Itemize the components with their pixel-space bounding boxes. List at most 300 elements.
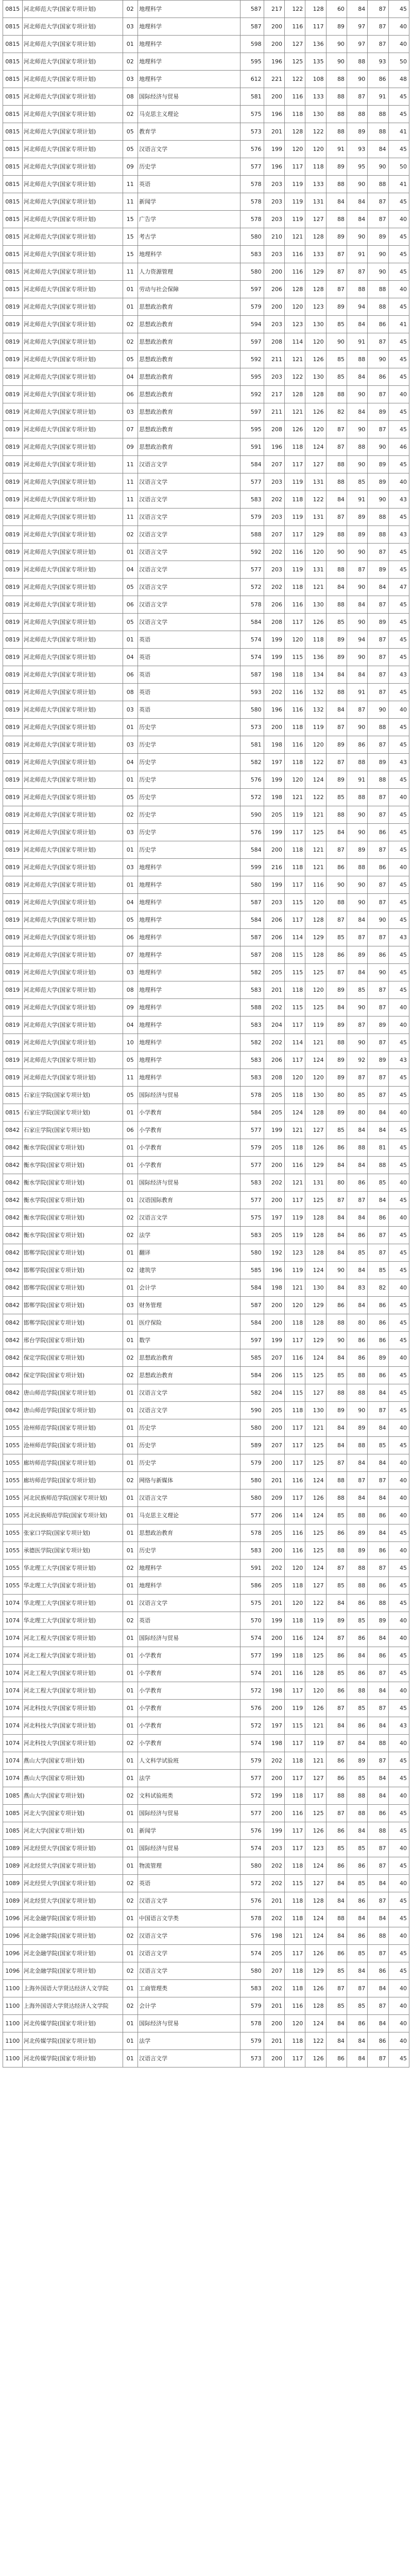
major-name-cell: 地理科学 (138, 246, 241, 263)
score-cell: 124 (305, 2015, 326, 2032)
score-cell: 40 (388, 2015, 409, 2032)
school-code-cell: 0819 (3, 614, 23, 631)
school-name-cell: 河北师范大学(国家专项计划) (22, 263, 123, 281)
major-group-cell: 01 (123, 1805, 138, 1822)
score-cell: 117 (285, 911, 305, 929)
score-cell: 84 (347, 211, 367, 228)
score-cell: 90 (326, 1262, 347, 1279)
school-name-cell: 沧州师范学院(国家专项计划) (22, 1419, 123, 1437)
score-cell: 121 (305, 1752, 326, 1770)
score-cell: 127 (305, 1384, 326, 1402)
school-code-cell: 1055 (3, 1472, 23, 1489)
score-cell: 202 (264, 1034, 284, 1052)
score-cell: 86 (347, 1332, 367, 1349)
score-cell: 202 (264, 1560, 284, 1577)
table-row (3, 1770, 409, 1787)
score-cell: 592 (241, 386, 264, 403)
score-cell: 86 (368, 1577, 388, 1595)
score-cell: 202 (264, 1752, 284, 1770)
major-group-cell: 02 (123, 806, 138, 824)
major-name-cell: 地理科学 (138, 1034, 241, 1052)
major-name-cell: 汉语言文学 (138, 1384, 241, 1402)
score-cell: 211 (264, 351, 284, 368)
school-name-cell: 河北经贸大学(国家专项计划) (22, 1857, 123, 1875)
school-code-cell: 1074 (3, 1665, 23, 1682)
table-row (3, 438, 409, 456)
score-cell: 125 (305, 1367, 326, 1384)
school-code-cell: 1055 (3, 1489, 23, 1507)
school-code-cell: 0819 (3, 859, 23, 876)
school-name-cell: 河北师范大学(国家专项计划) (22, 999, 123, 1016)
school-code-cell: 1055 (3, 1542, 23, 1560)
score-cell: 45 (388, 1262, 409, 1279)
score-cell: 60 (326, 1, 347, 18)
score-cell: 570 (241, 1612, 264, 1630)
major-name-cell: 马克思主义理论 (138, 106, 241, 123)
school-name-cell: 河北师范大学(国家专项计划) (22, 316, 123, 333)
score-cell: 87 (368, 1034, 388, 1052)
score-cell: 119 (285, 1262, 305, 1279)
score-cell: 117 (285, 1770, 305, 1787)
score-cell: 577 (241, 1647, 264, 1665)
score-cell: 217 (264, 386, 284, 403)
score-cell: 88 (326, 894, 347, 911)
school-name-cell: 河北科技大学(国家专项计划) (22, 1735, 123, 1752)
score-cell: 45 (388, 1122, 409, 1139)
score-cell: 86 (326, 1647, 347, 1665)
score-cell: 45 (388, 981, 409, 999)
score-cell: 89 (368, 456, 388, 473)
score-cell: 80 (326, 1174, 347, 1192)
major-name-cell: 汉语言文学 (138, 491, 241, 509)
major-name-cell: 地理科学 (138, 964, 241, 981)
score-cell: 120 (285, 1595, 305, 1612)
score-cell: 88 (347, 1384, 367, 1402)
score-cell: 201 (264, 981, 284, 999)
major-name-cell: 历史学 (138, 789, 241, 806)
school-name-cell: 河北师范大学(国家专项计划) (22, 421, 123, 438)
score-cell: 203 (264, 246, 284, 263)
score-cell: 579 (241, 1997, 264, 2015)
score-cell: 45 (388, 684, 409, 701)
score-cell: 90 (347, 1402, 367, 1419)
score-cell: 200 (264, 1454, 284, 1472)
school-code-cell: 0819 (3, 999, 23, 1016)
school-name-cell: 河北师范大学(国家专项计划) (22, 894, 123, 911)
major-name-cell: 历史学 (138, 158, 241, 176)
school-name-cell: 河北师范大学(国家专项计划) (22, 719, 123, 736)
score-cell: 84 (326, 1717, 347, 1735)
score-cell: 131 (305, 473, 326, 491)
school-code-cell: 0819 (3, 719, 23, 736)
major-name-cell: 地理科学 (138, 946, 241, 964)
score-cell: 87 (347, 1192, 367, 1209)
score-cell: 116 (285, 1997, 305, 2015)
table-row (3, 1367, 409, 1384)
major-group-cell: 01 (123, 2032, 138, 2050)
score-cell: 595 (241, 53, 264, 71)
score-cell: 115 (285, 649, 305, 666)
major-name-cell: 汉语言文学 (138, 526, 241, 544)
score-cell: 201 (264, 1665, 284, 1682)
table-row (3, 614, 409, 631)
score-cell: 84 (326, 1595, 347, 1612)
major-name-cell: 汉语言文学 (138, 579, 241, 596)
school-name-cell: 邯郸学院(国家专项计划) (22, 1279, 123, 1297)
score-cell: 581 (241, 88, 264, 106)
score-cell: 201 (264, 123, 284, 141)
score-cell: 117 (285, 1052, 305, 1069)
score-cell: 591 (241, 438, 264, 456)
score-cell: 86 (368, 1805, 388, 1822)
school-code-cell: 0819 (3, 438, 23, 456)
school-code-cell: 0815 (3, 193, 23, 211)
score-cell: 136 (305, 649, 326, 666)
score-cell: 128 (285, 386, 305, 403)
score-cell: 84 (326, 701, 347, 719)
school-code-cell: 0815 (3, 1087, 23, 1104)
score-cell: 88 (326, 1910, 347, 1927)
major-name-cell: 思想政治教育 (138, 438, 241, 456)
score-cell: 87 (368, 1700, 388, 1717)
table-row (3, 298, 409, 316)
major-group-cell: 05 (123, 141, 138, 158)
score-cell: 593 (241, 684, 264, 701)
score-cell: 90 (368, 701, 388, 719)
score-cell: 90 (347, 806, 367, 824)
score-cell: 579 (241, 298, 264, 316)
school-code-cell: 0819 (3, 981, 23, 999)
major-name-cell: 英语 (138, 684, 241, 701)
school-code-cell: 0815 (3, 1104, 23, 1122)
major-name-cell: 国际经济与贸易 (138, 1805, 241, 1822)
major-group-cell: 08 (123, 981, 138, 999)
major-group-cell: 05 (123, 1087, 138, 1104)
major-name-cell: 地理科学 (138, 53, 241, 71)
table-row (3, 1034, 409, 1052)
score-cell: 119 (305, 1016, 326, 1034)
major-name-cell: 思想政治教育 (138, 1524, 241, 1542)
school-name-cell: 河北师范大学(国家专项计划) (22, 176, 123, 193)
score-cell: 206 (264, 1507, 284, 1524)
score-cell: 45 (388, 403, 409, 421)
major-name-cell: 思想政治教育 (138, 316, 241, 333)
score-cell: 118 (285, 1577, 305, 1595)
score-cell: 200 (264, 298, 284, 316)
table-row (3, 1612, 409, 1630)
score-cell: 87 (326, 438, 347, 456)
score-cell: 45 (388, 824, 409, 841)
score-cell: 88 (368, 298, 388, 316)
score-cell: 197 (264, 1209, 284, 1227)
score-cell: 85 (326, 1367, 347, 1384)
score-cell: 40 (388, 1472, 409, 1489)
score-cell: 115 (285, 1367, 305, 1384)
score-cell: 84 (347, 964, 367, 981)
school-name-cell: 河北师范大学(国家专项计划) (22, 158, 123, 176)
score-cell: 90 (347, 824, 367, 841)
school-name-cell: 邢台学院(国家专项计划) (22, 1332, 123, 1349)
score-cell: 89 (347, 1524, 367, 1542)
school-code-cell: 0819 (3, 666, 23, 684)
score-cell: 87 (326, 1735, 347, 1752)
school-name-cell: 河北师范大学(国家专项计划) (22, 386, 123, 403)
school-code-cell: 0819 (3, 526, 23, 544)
major-name-cell: 汉语言文学 (138, 1489, 241, 1507)
score-cell: 124 (305, 1349, 326, 1367)
score-cell: 118 (285, 841, 305, 859)
major-group-cell: 09 (123, 999, 138, 1016)
major-group-cell: 11 (123, 491, 138, 509)
table-row (3, 1560, 409, 1577)
score-cell: 89 (326, 981, 347, 999)
school-name-cell: 河北科技大学(国家专项计划) (22, 1717, 123, 1735)
score-cell: 120 (305, 544, 326, 561)
score-cell: 120 (305, 1682, 326, 1700)
score-cell: 127 (305, 1770, 326, 1787)
score-cell: 572 (241, 579, 264, 596)
score-cell: 40 (388, 211, 409, 228)
score-cell: 118 (285, 1857, 305, 1875)
major-group-cell: 02 (123, 1262, 138, 1279)
major-name-cell: 汉语言文学 (138, 1962, 241, 1980)
major-group-cell: 02 (123, 333, 138, 351)
score-cell: 576 (241, 1822, 264, 1840)
school-code-cell: 1055 (3, 1560, 23, 1577)
school-name-cell: 河北师范大学(国家专项计划) (22, 614, 123, 631)
score-cell: 87 (368, 193, 388, 211)
score-cell: 206 (264, 929, 284, 946)
school-name-cell: 河北师范大学(国家专项计划) (22, 701, 123, 719)
major-group-cell: 05 (123, 351, 138, 368)
score-cell: 45 (388, 719, 409, 736)
school-code-cell: 1096 (3, 1927, 23, 1945)
score-cell: 578 (241, 2015, 264, 2032)
score-cell: 40 (388, 1612, 409, 1630)
score-cell: 45 (388, 1367, 409, 1384)
score-cell: 200 (264, 18, 284, 36)
score-cell: 45 (388, 368, 409, 386)
score-cell: 87 (368, 841, 388, 859)
score-cell: 583 (241, 1980, 264, 1997)
major-group-cell: 04 (123, 894, 138, 911)
score-cell: 202 (264, 1857, 284, 1875)
score-cell: 199 (264, 1647, 284, 1665)
score-cell: 45 (388, 1822, 409, 1840)
school-code-cell: 1096 (3, 1945, 23, 1962)
score-cell: 582 (241, 1034, 264, 1052)
score-cell: 118 (285, 754, 305, 771)
score-cell: 123 (305, 1840, 326, 1857)
major-name-cell: 思想政治教育 (138, 1349, 241, 1367)
score-cell: 45 (388, 2050, 409, 2067)
score-cell: 115 (285, 946, 305, 964)
score-cell: 86 (368, 2032, 388, 2050)
score-cell: 120 (305, 141, 326, 158)
score-cell: 578 (241, 1524, 264, 1542)
score-cell: 129 (305, 526, 326, 544)
major-group-cell: 03 (123, 1297, 138, 1314)
score-cell: 80 (347, 1314, 367, 1332)
score-cell: 93 (368, 53, 388, 71)
score-cell: 117 (285, 1840, 305, 1857)
table-row (3, 579, 409, 596)
school-name-cell: 衡水学院(国家专项计划) (22, 1209, 123, 1227)
major-group-cell: 02 (123, 316, 138, 333)
score-cell: 86 (347, 1227, 367, 1244)
score-cell: 118 (285, 666, 305, 684)
score-cell: 208 (264, 421, 284, 438)
score-cell: 119 (285, 1227, 305, 1244)
score-cell: 87 (326, 1630, 347, 1647)
score-cell: 87 (326, 1560, 347, 1577)
score-cell: 117 (285, 1735, 305, 1752)
score-cell: 94 (347, 298, 367, 316)
major-name-cell: 地理科学 (138, 71, 241, 88)
score-cell: 40 (388, 1787, 409, 1805)
score-cell: 85 (347, 1244, 367, 1262)
score-cell: 90 (347, 386, 367, 403)
score-cell: 45 (388, 1, 409, 18)
score-cell: 87 (368, 1892, 388, 1910)
school-code-cell: 1074 (3, 1735, 23, 1752)
school-code-cell: 1096 (3, 1962, 23, 1980)
school-name-cell: 石家庄学院(国家专项计划) (22, 1122, 123, 1139)
score-cell: 199 (264, 876, 284, 894)
score-cell: 84 (347, 2050, 367, 2067)
score-cell: 88 (368, 281, 388, 298)
table-row (3, 1, 409, 18)
major-group-cell: 15 (123, 246, 138, 263)
score-cell: 87 (368, 1, 388, 18)
score-cell: 87 (368, 1087, 388, 1104)
score-cell: 86 (347, 1665, 367, 1682)
score-cell: 45 (388, 1069, 409, 1087)
score-cell: 45 (388, 544, 409, 561)
table-row (3, 1157, 409, 1174)
score-cell: 122 (305, 1595, 326, 1612)
major-group-cell: 02 (123, 106, 138, 123)
table-row (3, 841, 409, 859)
score-cell: 204 (264, 1384, 284, 1402)
score-cell: 118 (285, 1787, 305, 1805)
score-cell: 88 (347, 53, 367, 71)
score-cell: 128 (305, 281, 326, 298)
score-cell: 579 (241, 1752, 264, 1770)
score-cell: 202 (264, 544, 284, 561)
score-cell: 87 (368, 421, 388, 438)
score-cell: 576 (241, 771, 264, 789)
school-name-cell: 河北师范大学(国家专项计划) (22, 473, 123, 491)
score-cell: 87 (347, 263, 367, 281)
table-row (3, 1016, 409, 1034)
major-group-cell: 01 (123, 1139, 138, 1157)
score-cell: 578 (241, 176, 264, 193)
major-group-cell: 02 (123, 1787, 138, 1805)
score-cell: 91 (347, 246, 367, 263)
score-cell: 45 (388, 1314, 409, 1332)
score-cell: 87 (326, 841, 347, 859)
score-cell: 205 (264, 1524, 284, 1542)
school-name-cell: 燕山大学(国家专项计划) (22, 1787, 123, 1805)
score-cell: 88 (368, 1157, 388, 1174)
score-cell: 200 (264, 1805, 284, 1822)
score-cell: 199 (264, 824, 284, 841)
major-group-cell: 15 (123, 211, 138, 228)
score-cell: 91 (368, 88, 388, 106)
school-code-cell: 0842 (3, 1314, 23, 1332)
score-cell: 126 (305, 614, 326, 631)
score-cell: 203 (264, 561, 284, 579)
score-cell: 84 (326, 1244, 347, 1262)
score-cell: 115 (285, 1875, 305, 1892)
major-name-cell: 历史学 (138, 754, 241, 771)
school-name-cell: 河北传媒学院(国家专项计划) (22, 2015, 123, 2032)
score-cell: 120 (305, 736, 326, 754)
score-cell: 86 (368, 316, 388, 333)
school-code-cell: 0815 (3, 211, 23, 228)
score-cell: 84 (326, 491, 347, 509)
score-cell: 126 (305, 1489, 326, 1507)
score-cell: 45 (388, 771, 409, 789)
major-name-cell: 汉语言文学 (138, 2050, 241, 2067)
score-cell: 117 (285, 1454, 305, 1472)
school-name-cell: 邯郸学院(国家专项计划) (22, 1262, 123, 1279)
table-row (3, 36, 409, 53)
score-cell: 87 (326, 1805, 347, 1822)
score-cell: 45 (388, 509, 409, 526)
major-group-cell: 01 (123, 1104, 138, 1122)
major-name-cell: 地理科学 (138, 876, 241, 894)
score-cell: 573 (241, 123, 264, 141)
major-name-cell: 汉语言文学 (138, 561, 241, 579)
major-name-cell: 文科试验班类 (138, 1787, 241, 1805)
table-row (3, 421, 409, 438)
score-cell: 582 (241, 1384, 264, 1402)
table-row (3, 1857, 409, 1875)
score-cell: 119 (285, 1209, 305, 1227)
school-name-cell: 廊坊师范学院(国家专项计划) (22, 1454, 123, 1472)
score-cell: 90 (347, 649, 367, 666)
score-cell: 577 (241, 473, 264, 491)
score-cell: 89 (326, 1402, 347, 1419)
score-cell: 89 (368, 473, 388, 491)
score-cell: 200 (264, 1314, 284, 1332)
school-code-cell: 0819 (3, 684, 23, 701)
table-row (3, 456, 409, 473)
score-cell: 576 (241, 1927, 264, 1945)
school-name-cell: 衡水学院(国家专项计划) (22, 1227, 123, 1244)
school-name-cell: 河北师范大学(国家专项计划) (22, 141, 123, 158)
score-cell: 206 (264, 281, 284, 298)
score-cell: 585 (241, 1262, 264, 1279)
major-name-cell: 汉语国际教育 (138, 1192, 241, 1209)
score-cell: 117 (285, 1332, 305, 1349)
score-cell: 90 (347, 1034, 367, 1052)
score-cell: 84 (326, 2032, 347, 2050)
score-cell: 85 (347, 981, 367, 999)
score-cell: 85 (326, 789, 347, 806)
score-cell: 196 (264, 106, 284, 123)
school-code-cell: 0819 (3, 736, 23, 754)
score-cell: 574 (241, 1665, 264, 1682)
school-name-cell: 河北师范大学(国家专项计划) (22, 1052, 123, 1069)
score-cell: 85 (347, 473, 367, 491)
score-cell: 88 (347, 1437, 367, 1454)
score-cell: 118 (285, 1752, 305, 1770)
score-cell: 90 (347, 894, 367, 911)
school-name-cell: 邯郸学院(国家专项计划) (22, 1314, 123, 1332)
